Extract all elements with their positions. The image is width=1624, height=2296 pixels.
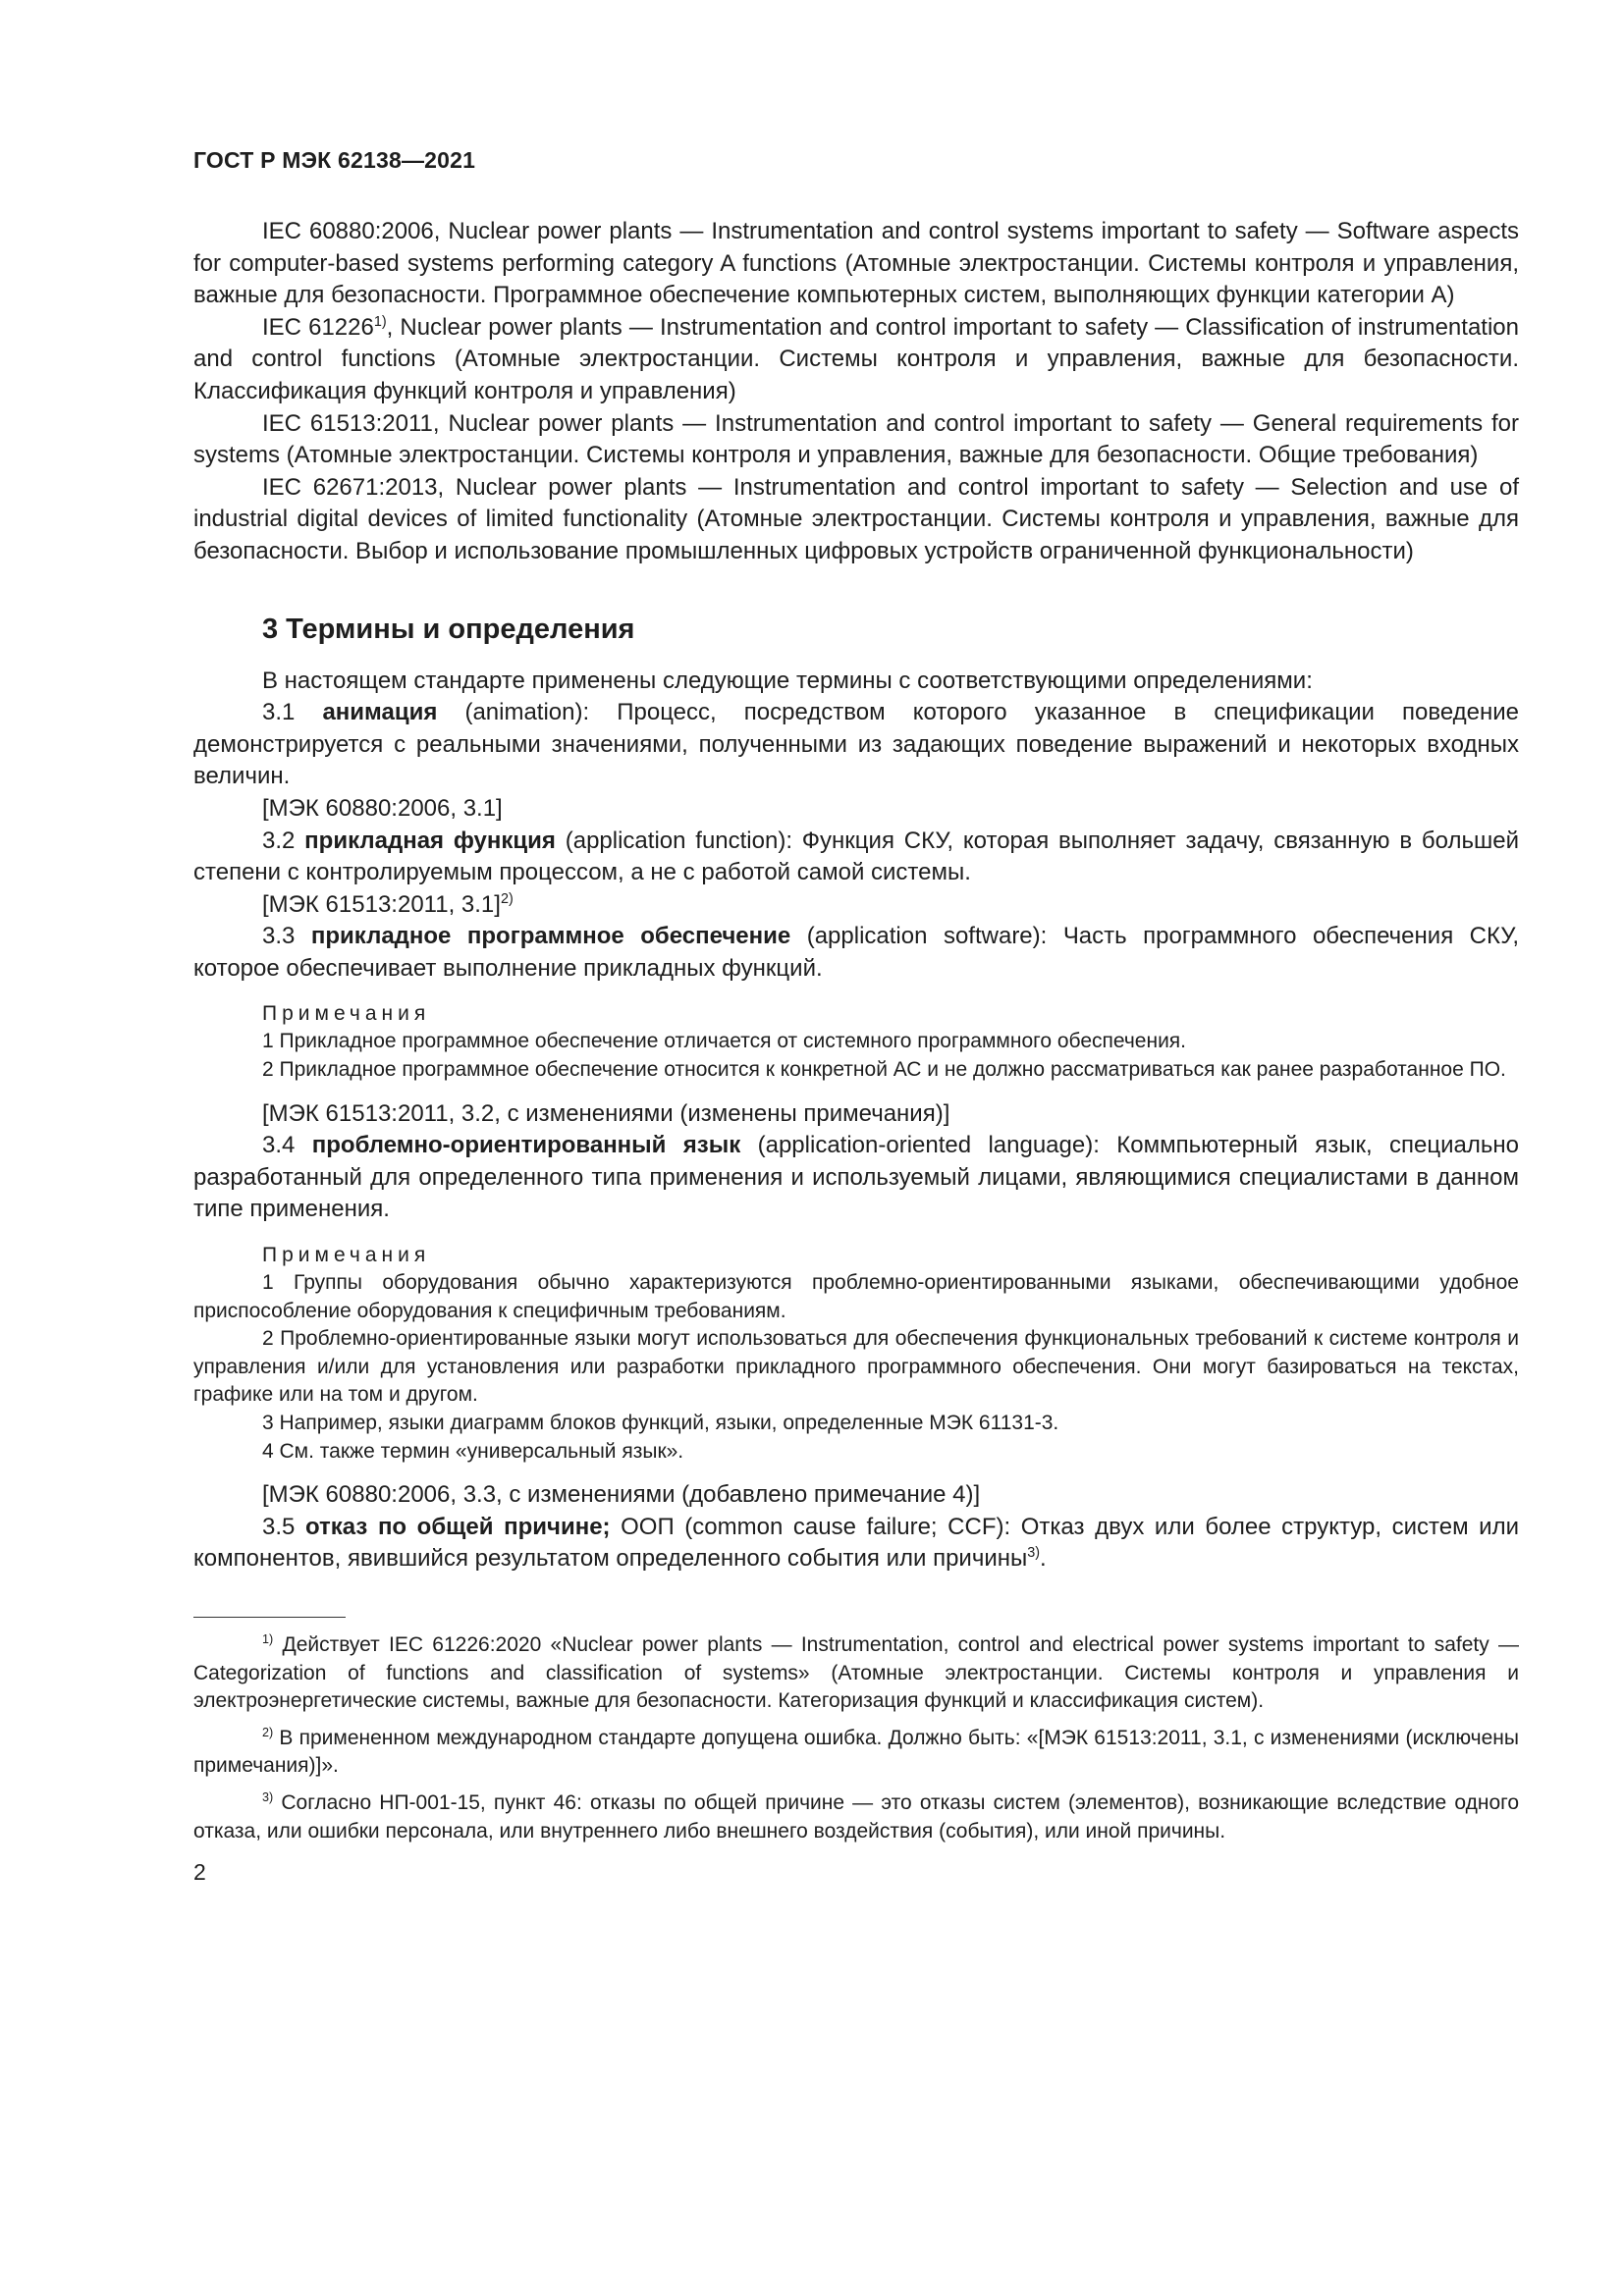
terms-section [193, 666, 1519, 1575]
note-item: 1 Группы оборудования обычно характеризуются проблемно-ориентированными языками, обеспечивающими удобное приспособление оборудования к специфичным требованиям. [193, 1271, 1519, 1322]
section-intro: В настоящем стандарте применены следующие термины с соответствующими определениями: [262, 667, 1313, 694]
footnote-3 [193, 1789, 1519, 1845]
footnote-mark: 2) [262, 1725, 274, 1739]
term-name: отказ по общей причине; [304, 1513, 611, 1540]
note-item: 3 Например, языки диаграмм блоков функций, языки, определенные МЭК 61131-3. [262, 1412, 1059, 1434]
term-3-4 [193, 1130, 1519, 1226]
footnote-text: В примененном международном стандарте допущена ошибка. Должно быть: «[МЭК 61513:2011, 3.1, с изменениями (исключены примечания)]». [193, 1726, 1519, 1778]
note-item: 2 Прикладное программное обеспечение относится к конкретной АС и не должно рассматриваться как ранее разработанное ПО. [262, 1058, 1506, 1082]
term-3-1 [193, 697, 1519, 793]
term-number: 3.1 [262, 699, 323, 726]
term-definition: (application-oriented language): Коммпьютерный язык, специально разработанный для определенного типа применения и используемый лицами, являющимися специалистами в данном типе применения. [193, 1132, 1520, 1223]
term-source-text: [МЭК 61513:2011, 3.1] [262, 890, 501, 918]
term-source: [МЭК 61513:2011, 3.2, с изменениями (изменены примечания)] [262, 1099, 950, 1127]
term-definition: (animation): Процесс, посредством которого указанное в спецификации поведение демонстрируется с реальными значениями, полученными из задающих поведение выражений и некоторых входных величин. [193, 699, 1519, 790]
term-3-5 [193, 1512, 1519, 1575]
term-3-2 [193, 826, 1519, 889]
footnote-2 [193, 1725, 1519, 1781]
term-name: прикладное программное обеспечение [310, 923, 791, 950]
note-item: 1 Прикладное программное обеспечение отличается от системного программного обеспечения. [262, 1030, 1187, 1053]
reference-iec-61226 [193, 312, 1519, 408]
reference-iec-60880: IEC 60880:2006, Nuclear power plants — Instrumentation and control systems important to safety — Software aspects for computer-based systems performing category A functions (Атомные электростанции. Системы контроля и управления, важные для безопасности. Программное обеспечение компьютерных систем, выполняющих функции категории А) [193, 218, 1519, 309]
reference-iec-61513: IEC 61513:2011, Nuclear power plants — Instrumentation and control important to safety — General requirements for systems (Атомные электростанции. Системы контроля и управления, важные для безопасности. Общие требования) [193, 409, 1519, 469]
footnotes [193, 1631, 1519, 1845]
normative-references [193, 216, 1519, 568]
footnote-ref-2: 2) [500, 890, 514, 907]
section-title: 3 Термины и определения [262, 613, 635, 645]
term-number: 3.5 [262, 1513, 305, 1540]
term-definition: (application software): Часть программного обеспечения СКУ, которое обеспечивает выполнение прикладных функций. [193, 923, 1519, 982]
reference-iec-62671: IEC 62671:2013, Nuclear power plants — Instrumentation and control important to safety — Selection and use of industrial digital devices of limited functionality (Атомные электростанции. Системы контроля и управления, важные для безопасности. Выбор и использование промышленных цифровых устройств ограниченной функциональности) [193, 473, 1519, 564]
document-header: ГОСТ Р МЭК 62138—2021 [193, 147, 476, 173]
document-page [193, 147, 1519, 1886]
term-source [193, 889, 1519, 922]
note-item: 4 См. также термин «универсальный язык». [262, 1439, 684, 1463]
notes-heading: Примечания [262, 1002, 431, 1026]
term-source: [МЭК 60880:2006, 3.3, с изменениями (добавлено примечание 4)] [262, 1481, 981, 1509]
page-number: 2 [193, 1859, 206, 1886]
reference-iec-61226-pre: IEC 61226 [262, 313, 374, 341]
term-number: 3.3 [262, 923, 311, 950]
footnote-mark: 3) [262, 1789, 274, 1804]
term-source: [МЭК 60880:2006, 3.1] [262, 794, 503, 822]
term-name: анимация [322, 699, 438, 726]
reference-iec-61226-post: , Nuclear power plants — Instrumentation and control important to safety — Classification of instrumentation and control functions (Атомные электростанции. Системы контроля и управления, важные для безопасности. Классификация функций контроля и управления) [193, 313, 1519, 404]
term-3-3 [193, 921, 1519, 985]
footnote-text: Согласно НП-001-15, пункт 46: отказы по общей причине — это отказы систем (элементов), возникающие вследствие одного отказа, или ошибки персонала, или внутреннего либо внешнего воздействия (события), или иной причины. [193, 1790, 1519, 1842]
term-end: . [1040, 1545, 1047, 1573]
term-name: прикладная функция [304, 827, 556, 854]
footnote-1 [193, 1631, 1519, 1716]
term-number: 3.4 [262, 1132, 312, 1159]
note-item: 2 Проблемно-ориентированные языки могут использоваться для обеспечения функциональных требований к системе контроля и управления и/или для установления или разработки прикладного программного обеспечения. Они могут базироваться на текстах, графике или на том и другом. [193, 1327, 1519, 1407]
footnote-text: Действует IEC 61226:2020 «Nuclear power plants — Instrumentation, control and electrical power systems important to safety — Categorization of functions and classification of systems» (Атомные электростанции. Системы контроля и управления и электроэнергетические системы, важные для безопасности. Категоризация функций и классификация систем). [193, 1632, 1519, 1713]
term-definition: (application function): Функция СКУ, которая выполняет задачу, связанную в большей степени с контролируемым процессом, а не с работой самой системы. [193, 827, 1519, 886]
footnote-divider [193, 1617, 346, 1618]
footnote-mark: 1) [262, 1631, 274, 1646]
term-definition: ООП (common cause failure; CCF): Отказ двух или более структур, систем или компонентов, явившийся результатом определенного события или причины [193, 1513, 1519, 1573]
term-name: проблемно-ориентированный язык [311, 1132, 741, 1159]
footnote-ref-1: 1) [373, 313, 387, 330]
term-number: 3.2 [262, 827, 305, 854]
footnote-ref-3: 3) [1027, 1545, 1041, 1562]
notes-heading: Примечания [262, 1244, 431, 1267]
